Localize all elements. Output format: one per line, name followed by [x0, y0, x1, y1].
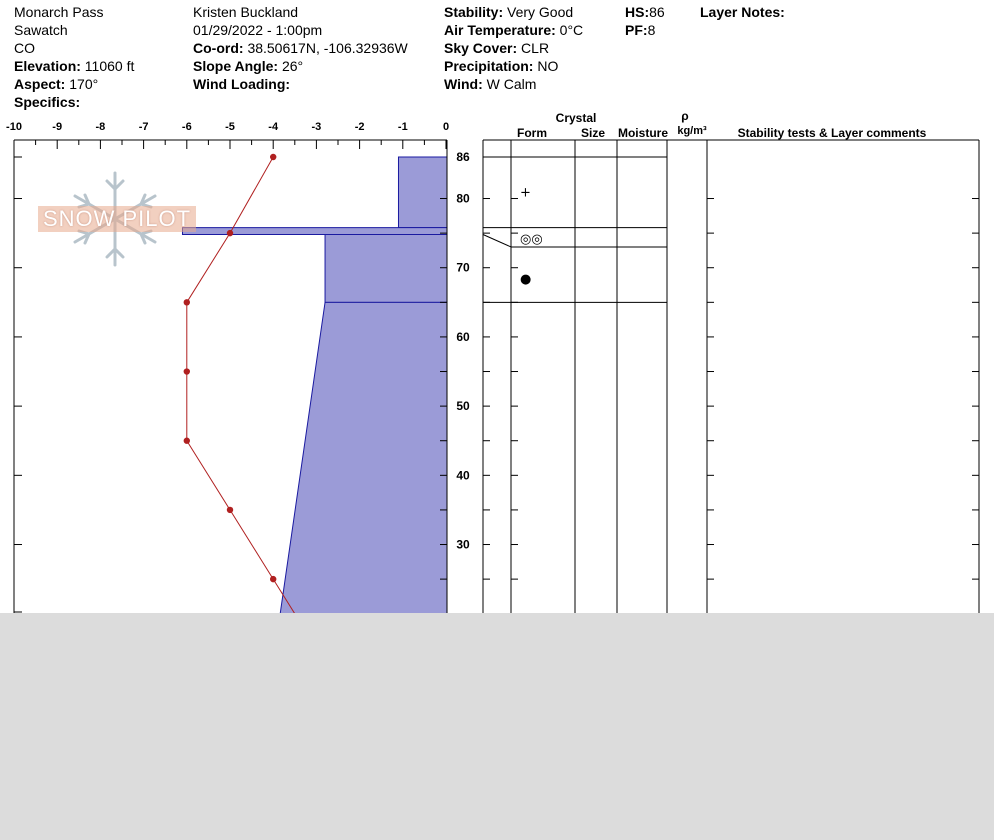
- temperature-tick-label: -9: [52, 121, 63, 133]
- height-tick-label: 30: [456, 537, 470, 552]
- coord-value: 38.50617N, -106.32936W: [247, 40, 408, 56]
- temperature-point: [184, 438, 190, 444]
- wind-loading-label: Wind Loading:: [193, 76, 291, 92]
- hardness-layer-3: [260, 302, 447, 613]
- hardness-profile: [182, 157, 447, 613]
- size-header: Size: [580, 126, 606, 140]
- specifics-label: Specifics:: [14, 94, 81, 110]
- temperature-point: [227, 230, 233, 236]
- sky-cover-label: Sky Cover:: [444, 40, 518, 56]
- crystal-header: Crystal: [555, 111, 597, 125]
- aspect-label: Aspect:: [14, 76, 66, 92]
- location-name: Monarch Pass: [14, 4, 104, 20]
- connector-line: [483, 235, 511, 247]
- height-tick-label: 50: [456, 399, 470, 414]
- air-temperature-value: 0°C: [559, 22, 584, 38]
- snowpilot-logo: [38, 170, 196, 268]
- temperature-tick-label: -5: [225, 121, 235, 133]
- pf-label: PF:: [625, 22, 648, 38]
- hardness-layer-2: [325, 235, 447, 303]
- form-header: Form: [517, 126, 547, 140]
- temperature-tick-label: -1: [397, 121, 408, 133]
- mountain-range: Sawatch: [14, 22, 68, 38]
- height-tick-label: 40: [456, 468, 470, 483]
- temperature-tick-label: -2: [354, 121, 365, 133]
- temperature-point: [270, 154, 276, 160]
- temperature-tick-label: 0: [442, 121, 450, 133]
- temperature-tick-label: -8: [95, 121, 106, 133]
- slope-angle-label: Slope Angle:: [193, 58, 279, 74]
- stability-label: Stability:: [444, 4, 504, 20]
- grain-form-symbol: ●: [520, 272, 532, 288]
- density-unit-header: kg/m³: [677, 125, 707, 137]
- temperature-point: [184, 368, 190, 374]
- height-tick-label: 86: [456, 150, 470, 164]
- hs-label: HS:: [625, 4, 650, 20]
- temperature-tick-label: -4: [268, 121, 279, 133]
- temperature-point: [270, 576, 276, 582]
- slope-angle-value: 26°: [281, 58, 304, 74]
- layer-table: [483, 109, 979, 613]
- observer-name: Kristen Buckland: [193, 4, 299, 20]
- elevation-value: 11060 ft: [84, 58, 135, 74]
- temperature-point: [227, 507, 233, 513]
- hardness-layer-0: [398, 157, 447, 228]
- temperature-tick-label: -3: [311, 121, 322, 133]
- snowpilot-logo-text: SNOW PILOT: [38, 206, 196, 232]
- grain-form-symbol: +: [520, 185, 531, 201]
- temperature-point: [184, 299, 190, 305]
- precipitation-label: Precipitation:: [444, 58, 534, 74]
- wind-value: W Calm: [486, 76, 537, 92]
- state: CO: [14, 40, 35, 56]
- height-tick-label: 60: [456, 329, 470, 344]
- comments-header: Stability tests & Layer comments: [737, 126, 927, 140]
- sky-cover-value: CLR: [521, 40, 550, 56]
- hardness-layer-1: [182, 228, 447, 235]
- temperature-tick-label: -6: [181, 121, 192, 133]
- grain-form-symbol: ◎◎: [520, 231, 543, 247]
- rho-header: ρ: [681, 109, 689, 123]
- temperature-tick-label: -7: [138, 121, 149, 133]
- temperature-tick-label: -10: [6, 121, 22, 133]
- observation-datetime: 01/29/2022 - 1:00pm: [193, 22, 323, 38]
- layer-notes-label: Layer Notes:: [700, 4, 785, 20]
- air-temperature-label: Air Temperature:: [444, 22, 556, 38]
- elevation-label: Elevation:: [14, 58, 81, 74]
- hs-value: 86: [649, 4, 665, 20]
- height-tick-label: 70: [456, 260, 470, 275]
- stability-value: Very Good: [507, 4, 574, 20]
- wind-label: Wind:: [444, 76, 483, 92]
- moisture-header: Moisture: [617, 126, 669, 140]
- aspect-value: 170°: [69, 76, 99, 92]
- precipitation-value: NO: [537, 58, 559, 74]
- height-tick-label: 80: [456, 191, 470, 206]
- pf-value: 8: [647, 22, 656, 38]
- coord-label: Co-ord:: [193, 40, 244, 56]
